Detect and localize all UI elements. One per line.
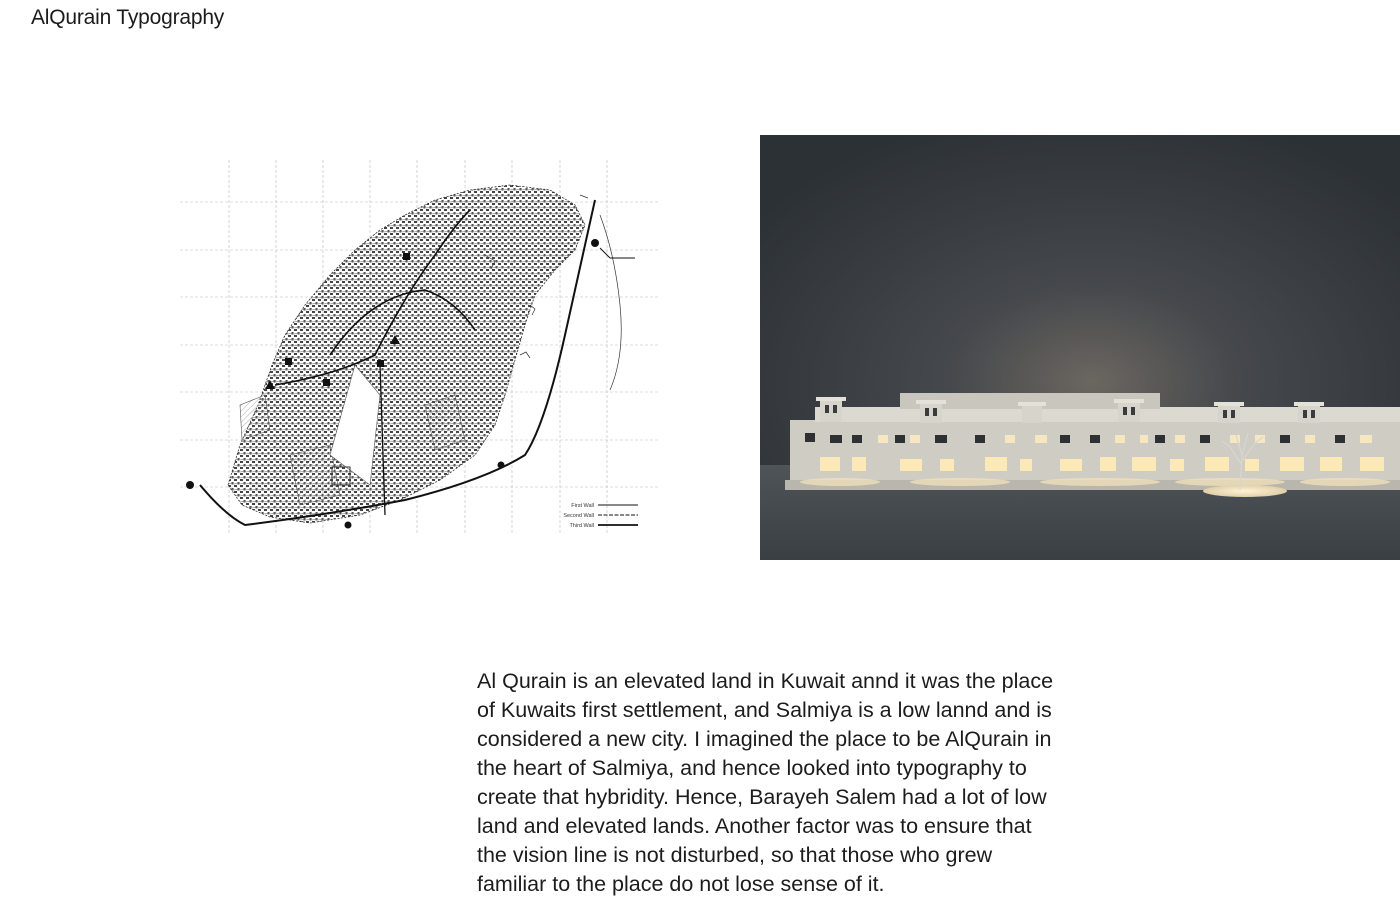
description-line: of Kuwaits first settlement, and Salmiya is a low lannd and is xyxy=(477,698,1052,722)
description-line: the vision line is not disturbed, so that those who grew xyxy=(477,843,993,867)
urban-fabric xyxy=(228,185,585,523)
description-line: land and elevated lands. Another factor was to ensure that xyxy=(477,814,1032,838)
description-line: create that hybridity. Hence, Barayeh Salem had a lot of low xyxy=(477,785,1047,809)
legend-first-wall: First Wall xyxy=(571,503,594,509)
legend-second-wall: Second Wall xyxy=(563,513,594,519)
description-line: the heart of Salmiya, and hence looked into typography to xyxy=(477,756,1027,780)
description-line: considered a new city. I imagined the place to be AlQurain in xyxy=(477,727,1052,751)
map-legend xyxy=(563,503,638,529)
historic-wall-map xyxy=(180,155,660,535)
legend-third-wall: Third Wall xyxy=(569,523,594,529)
description-line: Al Qurain is an elevated land in Kuwait annd it was the place xyxy=(477,669,1054,693)
description-text xyxy=(477,667,1097,899)
architectural-model-photo xyxy=(760,135,1400,560)
page-title: AlQurain Typography xyxy=(31,6,225,29)
description-line: familiar to the place do not lose sense of it. xyxy=(477,872,885,896)
